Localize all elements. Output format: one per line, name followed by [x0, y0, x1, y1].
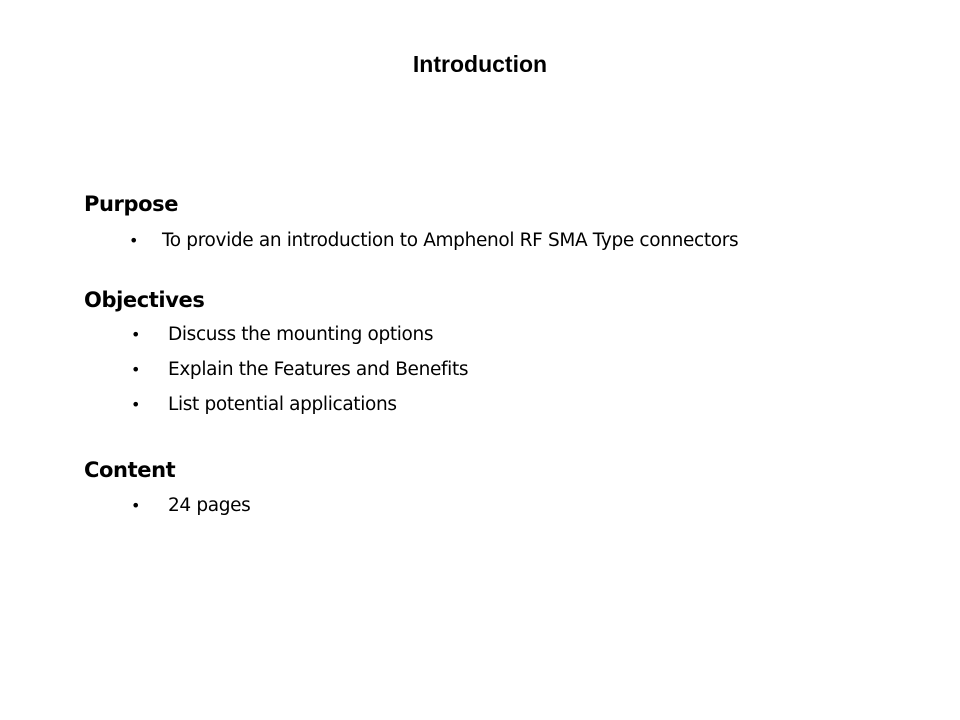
slide-title: Introduction — [412, 51, 548, 77]
bullet-icon: • — [131, 325, 141, 344]
section-heading-purpose: Purpose — [84, 192, 179, 216]
list-item-text: Discuss the mounting options — [168, 324, 434, 345]
bullet-icon: • — [131, 360, 141, 379]
list-item-text: 24 pages — [168, 495, 251, 516]
list-item-text: List potential applications — [168, 394, 397, 415]
bullet-icon: • — [131, 496, 141, 515]
list-item-text: To provide an introduction to Amphenol RF SMA Type connectors — [162, 230, 739, 251]
bullet-icon: • — [129, 231, 139, 250]
section-heading-content: Content — [84, 458, 176, 482]
list-item-text: Explain the Features and Benefits — [168, 359, 469, 380]
bullet-icon: • — [131, 395, 141, 414]
section-heading-objectives: Objectives — [84, 288, 205, 312]
